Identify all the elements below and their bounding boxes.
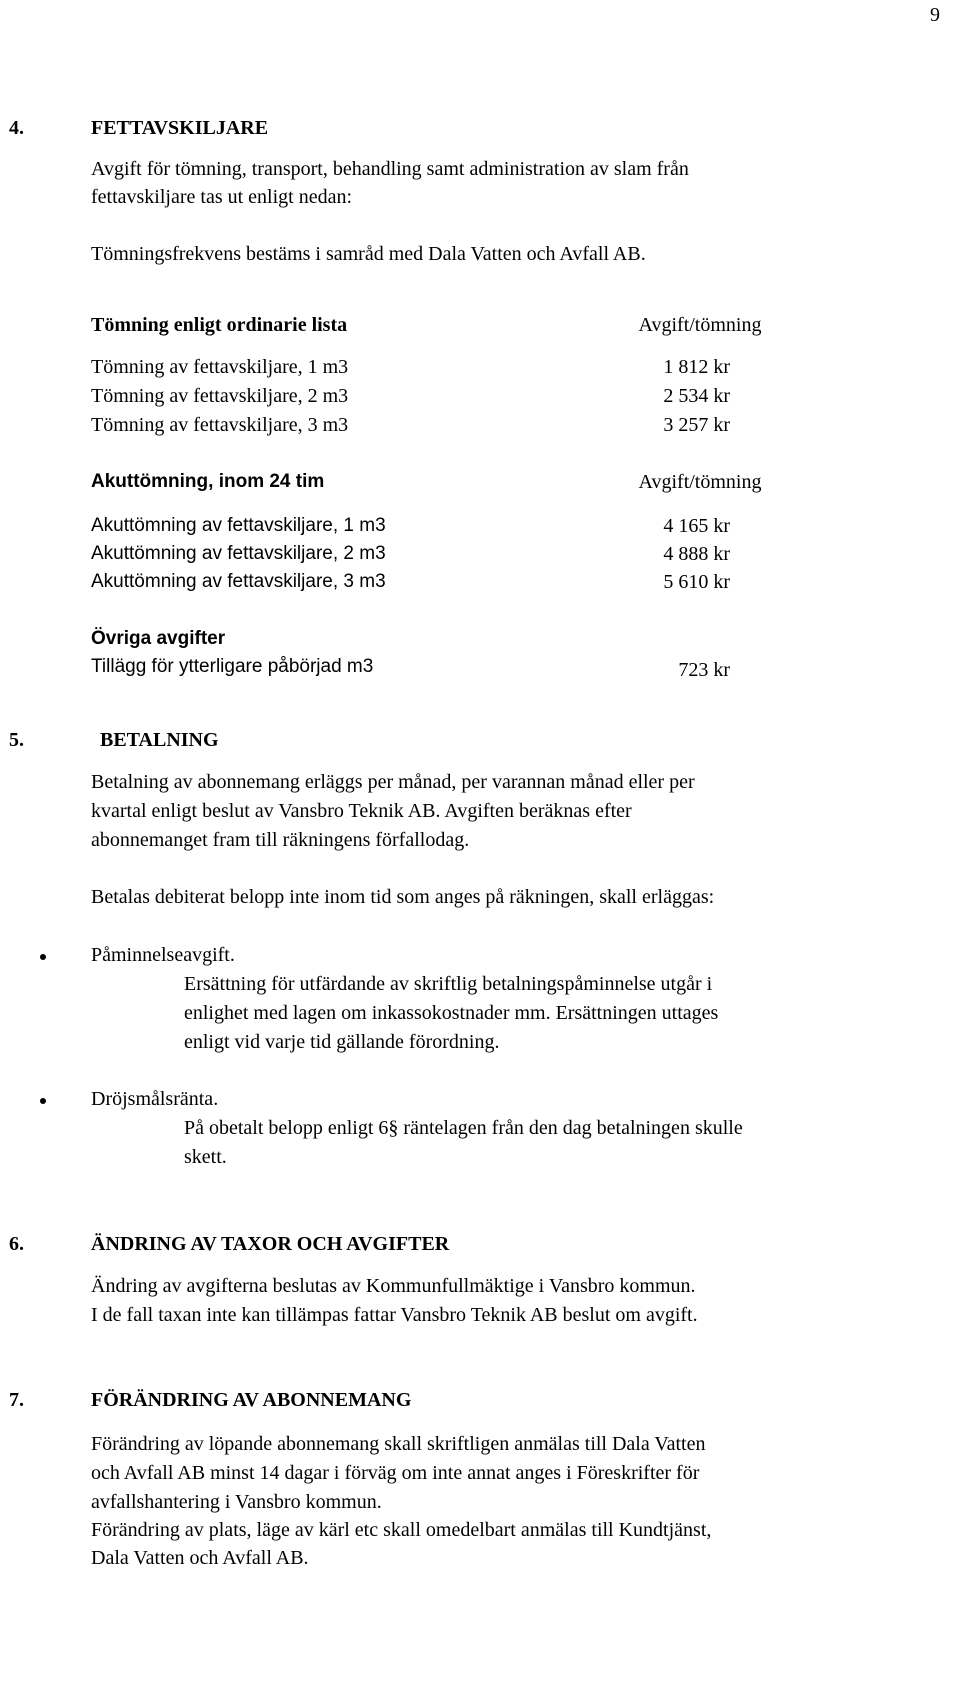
bullet-marker (40, 954, 46, 960)
section-6-line-1: Ändring av avgifterna beslutas av Kommunfullmäktige i Vansbro kommun. (91, 1275, 696, 1297)
section-6-number: 6. (9, 1233, 24, 1255)
ordinary-row-price: 3 257 kr (663, 414, 730, 436)
section-7-line-4: Förändring av plats, läge av kärl etc skall omedelbart anmälas till Kundtjänst, (91, 1519, 712, 1541)
section-7-line-1: Förändring av löpande abonnemang skall skriftligen anmälas till Dala Vatten (91, 1433, 706, 1455)
other-fee-label: Tillägg för ytterligare påbörjad m3 (91, 656, 374, 677)
late-interest-title: Dröjsmålsränta. (91, 1088, 219, 1110)
late-payment-intro: Betalas debiterat belopp inte inom tid som anges på räkningen, skall erläggas: (91, 886, 715, 908)
ordinary-row-price: 1 812 kr (663, 356, 730, 378)
section-7-heading: FÖRÄNDRING AV ABONNEMANG (91, 1389, 412, 1411)
section-5-para-line-1: Betalning av abonnemang erläggs per månad, per varannan månad eller per (91, 771, 695, 793)
urgent-fee-header: Avgift/tömning (638, 471, 762, 493)
ordinary-row-price: 2 534 kr (663, 385, 730, 407)
section-7-number: 7. (9, 1389, 24, 1411)
urgent-row-label: Akuttömning av fettavskiljare, 2 m3 (91, 543, 386, 564)
ordinary-row-label: Tömning av fettavskiljare, 1 m3 (91, 356, 349, 378)
reminder-fee-line: enlighet med lagen om inkassokostnader mm. Ersättningen uttages (184, 1002, 719, 1024)
section-7-line-2: och Avfall AB minst 14 dagar i förväg om inte annat anges i Föreskrifter för (91, 1462, 700, 1484)
other-fees-title: Övriga avgifter (91, 628, 226, 649)
late-interest-line: På obetalt belopp enligt 6§ räntelagen från den dag betalningen skulle (184, 1117, 743, 1139)
section-4-heading: FETTAVSKILJARE (91, 117, 269, 139)
bullet-marker (40, 1098, 46, 1104)
urgent-table-title: Akuttömning, inom 24 tim (91, 471, 325, 492)
reminder-fee-line: enligt vid varje tid gällande förordning. (184, 1031, 500, 1053)
section-5-para-line-3: abonnemanget fram till räkningens förfallodag. (91, 829, 470, 851)
section-5-number: 5. (9, 729, 24, 751)
section-4-intro-line-1: Avgift för tömning, transport, behandling samt administration av slam från (91, 158, 689, 180)
urgent-row-label: Akuttömning av fettavskiljare, 3 m3 (91, 571, 386, 592)
section-7-line-3: avfallshantering i Vansbro kommun. (91, 1491, 382, 1513)
section-4-number: 4. (9, 117, 24, 139)
section-6-heading: ÄNDRING AV TAXOR OCH AVGIFTER (91, 1233, 450, 1255)
urgent-row-price: 5 610 kr (663, 571, 730, 593)
section-5-heading: BETALNING (100, 729, 219, 751)
section-7-line-5: Dala Vatten och Avfall AB. (91, 1547, 309, 1569)
ordinary-table-title: Tömning enligt ordinarie lista (91, 314, 348, 336)
section-5-para-line-2: kvartal enligt beslut av Vansbro Teknik AB. Avgiften beräknas efter (91, 800, 632, 822)
reminder-fee-title: Påminnelseavgift. (91, 944, 235, 966)
ordinary-fee-header: Avgift/tömning (638, 314, 762, 336)
ordinary-row-label: Tömning av fettavskiljare, 3 m3 (91, 414, 349, 436)
ordinary-row-label: Tömning av fettavskiljare, 2 m3 (91, 385, 349, 407)
reminder-fee-line: Ersättning för utfärdande av skriftlig betalningspåminnelse utgår i (184, 973, 713, 995)
urgent-row-price: 4 888 kr (663, 543, 730, 565)
other-fee-price: 723 kr (678, 659, 730, 681)
urgent-row-label: Akuttömning av fettavskiljare, 1 m3 (91, 515, 386, 536)
section-4-frequency-note: Tömningsfrekvens bestäms i samråd med Dala Vatten och Avfall AB. (91, 243, 646, 265)
section-6-line-2: I de fall taxan inte kan tillämpas fattar Vansbro Teknik AB beslut om avgift. (91, 1304, 698, 1326)
section-4-intro-line-2: fettavskiljare tas ut enligt nedan: (91, 186, 353, 208)
urgent-row-price: 4 165 kr (663, 515, 730, 537)
late-interest-line: skett. (184, 1146, 227, 1168)
page-number: 9 (930, 4, 940, 26)
